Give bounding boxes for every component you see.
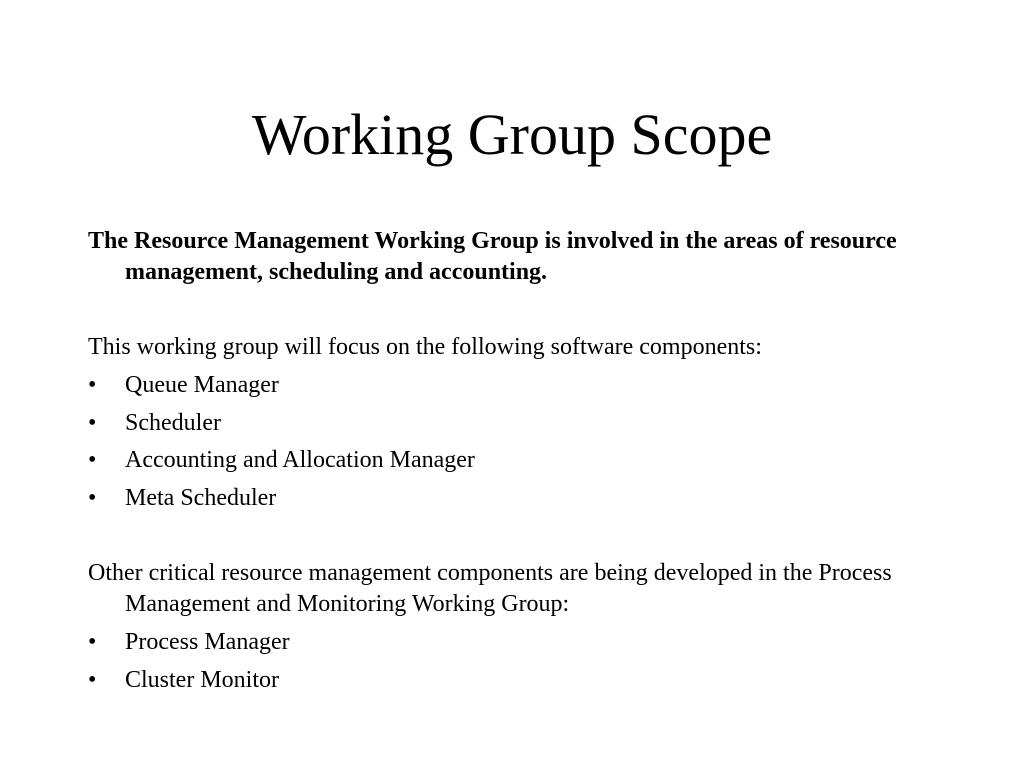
spacer: [88, 288, 958, 332]
focus-heading: This working group will focus on the following software components:: [88, 334, 762, 360]
list-item-label: Scheduler: [125, 409, 221, 436]
bullet-icon: •: [88, 629, 97, 655]
spacer: [88, 520, 958, 558]
intro-paragraph: The Resource Management Working Group is involved in the areas of resource management, scheduling and accounting.: [88, 228, 897, 285]
list-item-label: Cluster Monitor: [125, 666, 279, 693]
other-heading: Other critical resource management components are being developed in the Process Management and Monitoring Working Group:: [88, 560, 892, 617]
list-item-label: Queue Manager: [125, 372, 279, 398]
list-item: [88, 665, 958, 696]
list-item: [88, 408, 958, 439]
spacer: [88, 363, 958, 370]
bullet-icon: •: [88, 447, 97, 473]
list-item: [88, 370, 958, 401]
bullet-icon: •: [88, 666, 97, 693]
list-item-label: Accounting and Allocation Manager: [125, 447, 475, 473]
list-item: [88, 445, 958, 476]
bullet-icon: •: [88, 372, 97, 398]
list-item: [88, 627, 958, 658]
list-item-label: Process Manager: [125, 629, 290, 655]
list-item-label: Meta Scheduler: [125, 484, 277, 511]
spacer: [88, 620, 958, 627]
other-list: [88, 627, 958, 696]
bullet-icon: •: [88, 409, 97, 436]
focus-list: [88, 370, 958, 514]
slide-body: [88, 226, 958, 702]
slide-title: Working Group Scope: [251, 102, 773, 167]
list-item: [88, 483, 958, 514]
bullet-icon: •: [88, 484, 97, 511]
